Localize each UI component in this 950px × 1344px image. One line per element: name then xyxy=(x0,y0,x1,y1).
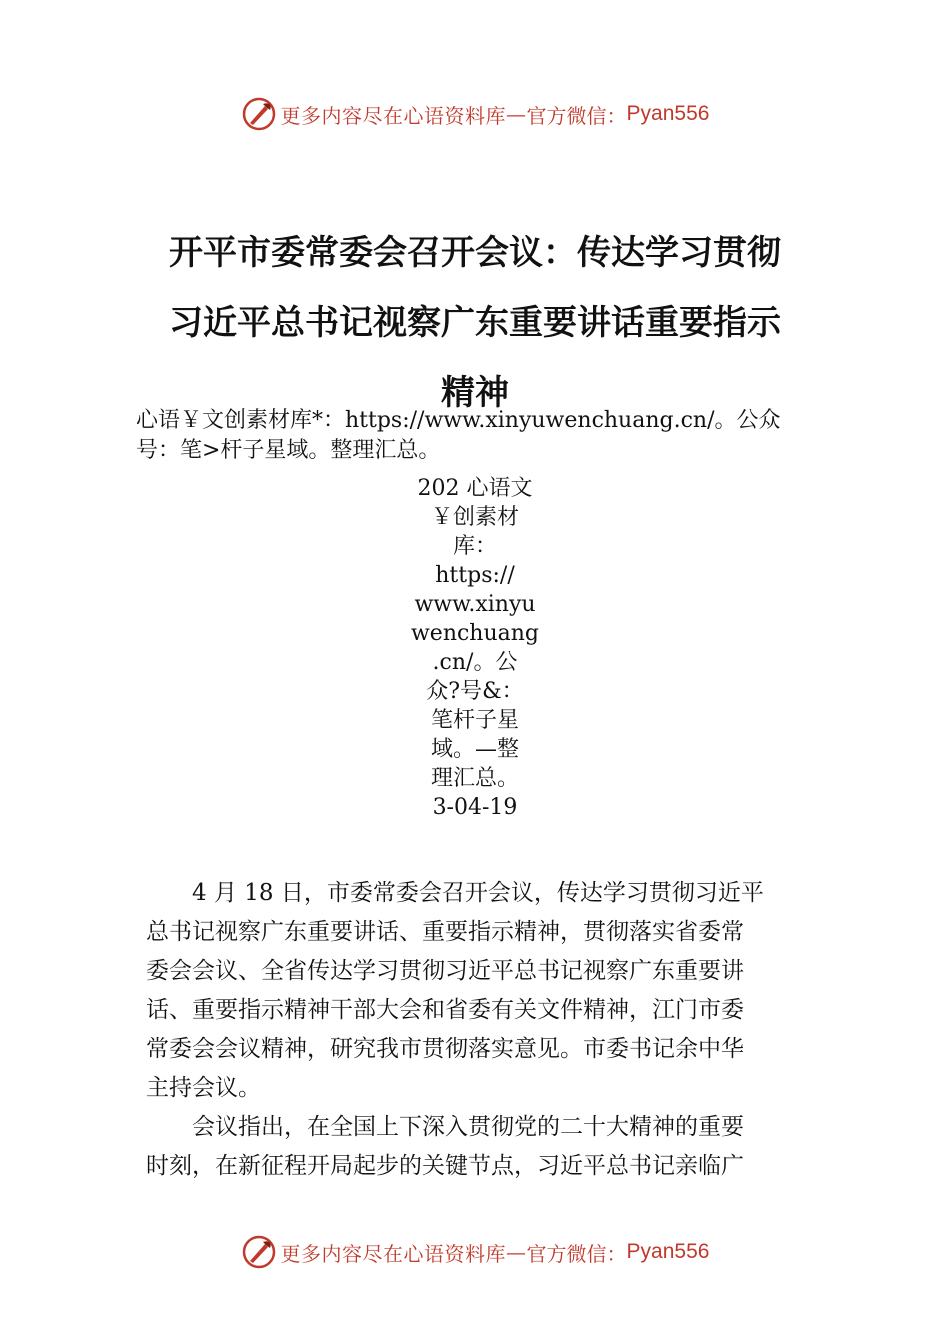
narrow-line: 3-04-19 xyxy=(432,795,518,820)
quill-circle-icon xyxy=(241,96,277,132)
body-line: 4 月 18 日，市委常委会召开会议，传达学习贯彻习近平 xyxy=(146,880,764,906)
narrow-line: 笔杆子星 xyxy=(430,708,519,733)
narrow-line: 众?号&： xyxy=(426,679,524,704)
body-paragraphs xyxy=(146,874,816,1186)
banner-text: 更多内容尽在心语资料库 xyxy=(280,103,507,128)
title-line-2: 习近平总书记视察广东重要讲话重要指示 xyxy=(169,303,781,343)
title-line-3: 精神 xyxy=(441,373,509,413)
narrow-line: www.xinyu xyxy=(414,592,536,617)
body-line: 话、重要指示精神干部大会和省委有关文件精神，江门市委 xyxy=(146,997,744,1023)
narrow-line: 202 心语文 xyxy=(417,476,533,501)
source-note xyxy=(136,406,846,466)
banner-wechat-label: 官方微信： xyxy=(526,1241,627,1266)
body-line: 委会会议、全省传达学习贯彻习近平总书记视察广东重要讲 xyxy=(146,958,744,984)
footer-banner xyxy=(0,1232,950,1272)
body-line: 主持会议。 xyxy=(146,1075,261,1101)
document-title xyxy=(140,218,810,428)
banner-wechat-label: 官方微信： xyxy=(526,103,627,128)
quill-circle-icon xyxy=(241,1234,277,1270)
body-line: 会议指出，在全国上下深入贯彻党的二十大精神的重要 xyxy=(146,1114,744,1140)
body-line: 时刻，在新征程开局起步的关键节点，习近平总书记亲临广 xyxy=(146,1153,744,1179)
body-line: 总书记视察广东重要讲话、重要指示精神，贯彻落实省委常 xyxy=(146,919,744,945)
narrow-line: 库： xyxy=(452,534,497,559)
banner-wechat-id: Pyan556 xyxy=(626,1240,710,1263)
narrow-line: .cn/。公 xyxy=(432,650,518,675)
narrow-watermark-block xyxy=(400,474,550,822)
banner-wechat-id: Pyan556 xyxy=(626,102,710,125)
banner-separator: — xyxy=(506,102,527,126)
header-banner xyxy=(0,94,950,134)
source-line: 心语￥文创素材库*：https://www.xinyuwenchuang.cn/。公众 xyxy=(136,408,781,433)
banner-separator: — xyxy=(506,1240,527,1264)
source-line: 号：笔>杆子星域。整理汇总。 xyxy=(136,438,441,463)
narrow-line: https:// xyxy=(435,563,515,588)
body-line: 常委会会议精神，研究我市贯彻落实意见。市委书记余中华 xyxy=(146,1036,744,1062)
banner-text: 更多内容尽在心语资料库 xyxy=(280,1241,507,1266)
title-line-1: 开平市委常委会召开会议：传达学习贯彻 xyxy=(169,233,781,273)
narrow-line: 域。—整 xyxy=(430,737,519,762)
narrow-line: wenchuang xyxy=(410,621,540,646)
narrow-line: ￥创素材 xyxy=(430,505,519,530)
narrow-line: 理汇总。 xyxy=(430,766,519,791)
